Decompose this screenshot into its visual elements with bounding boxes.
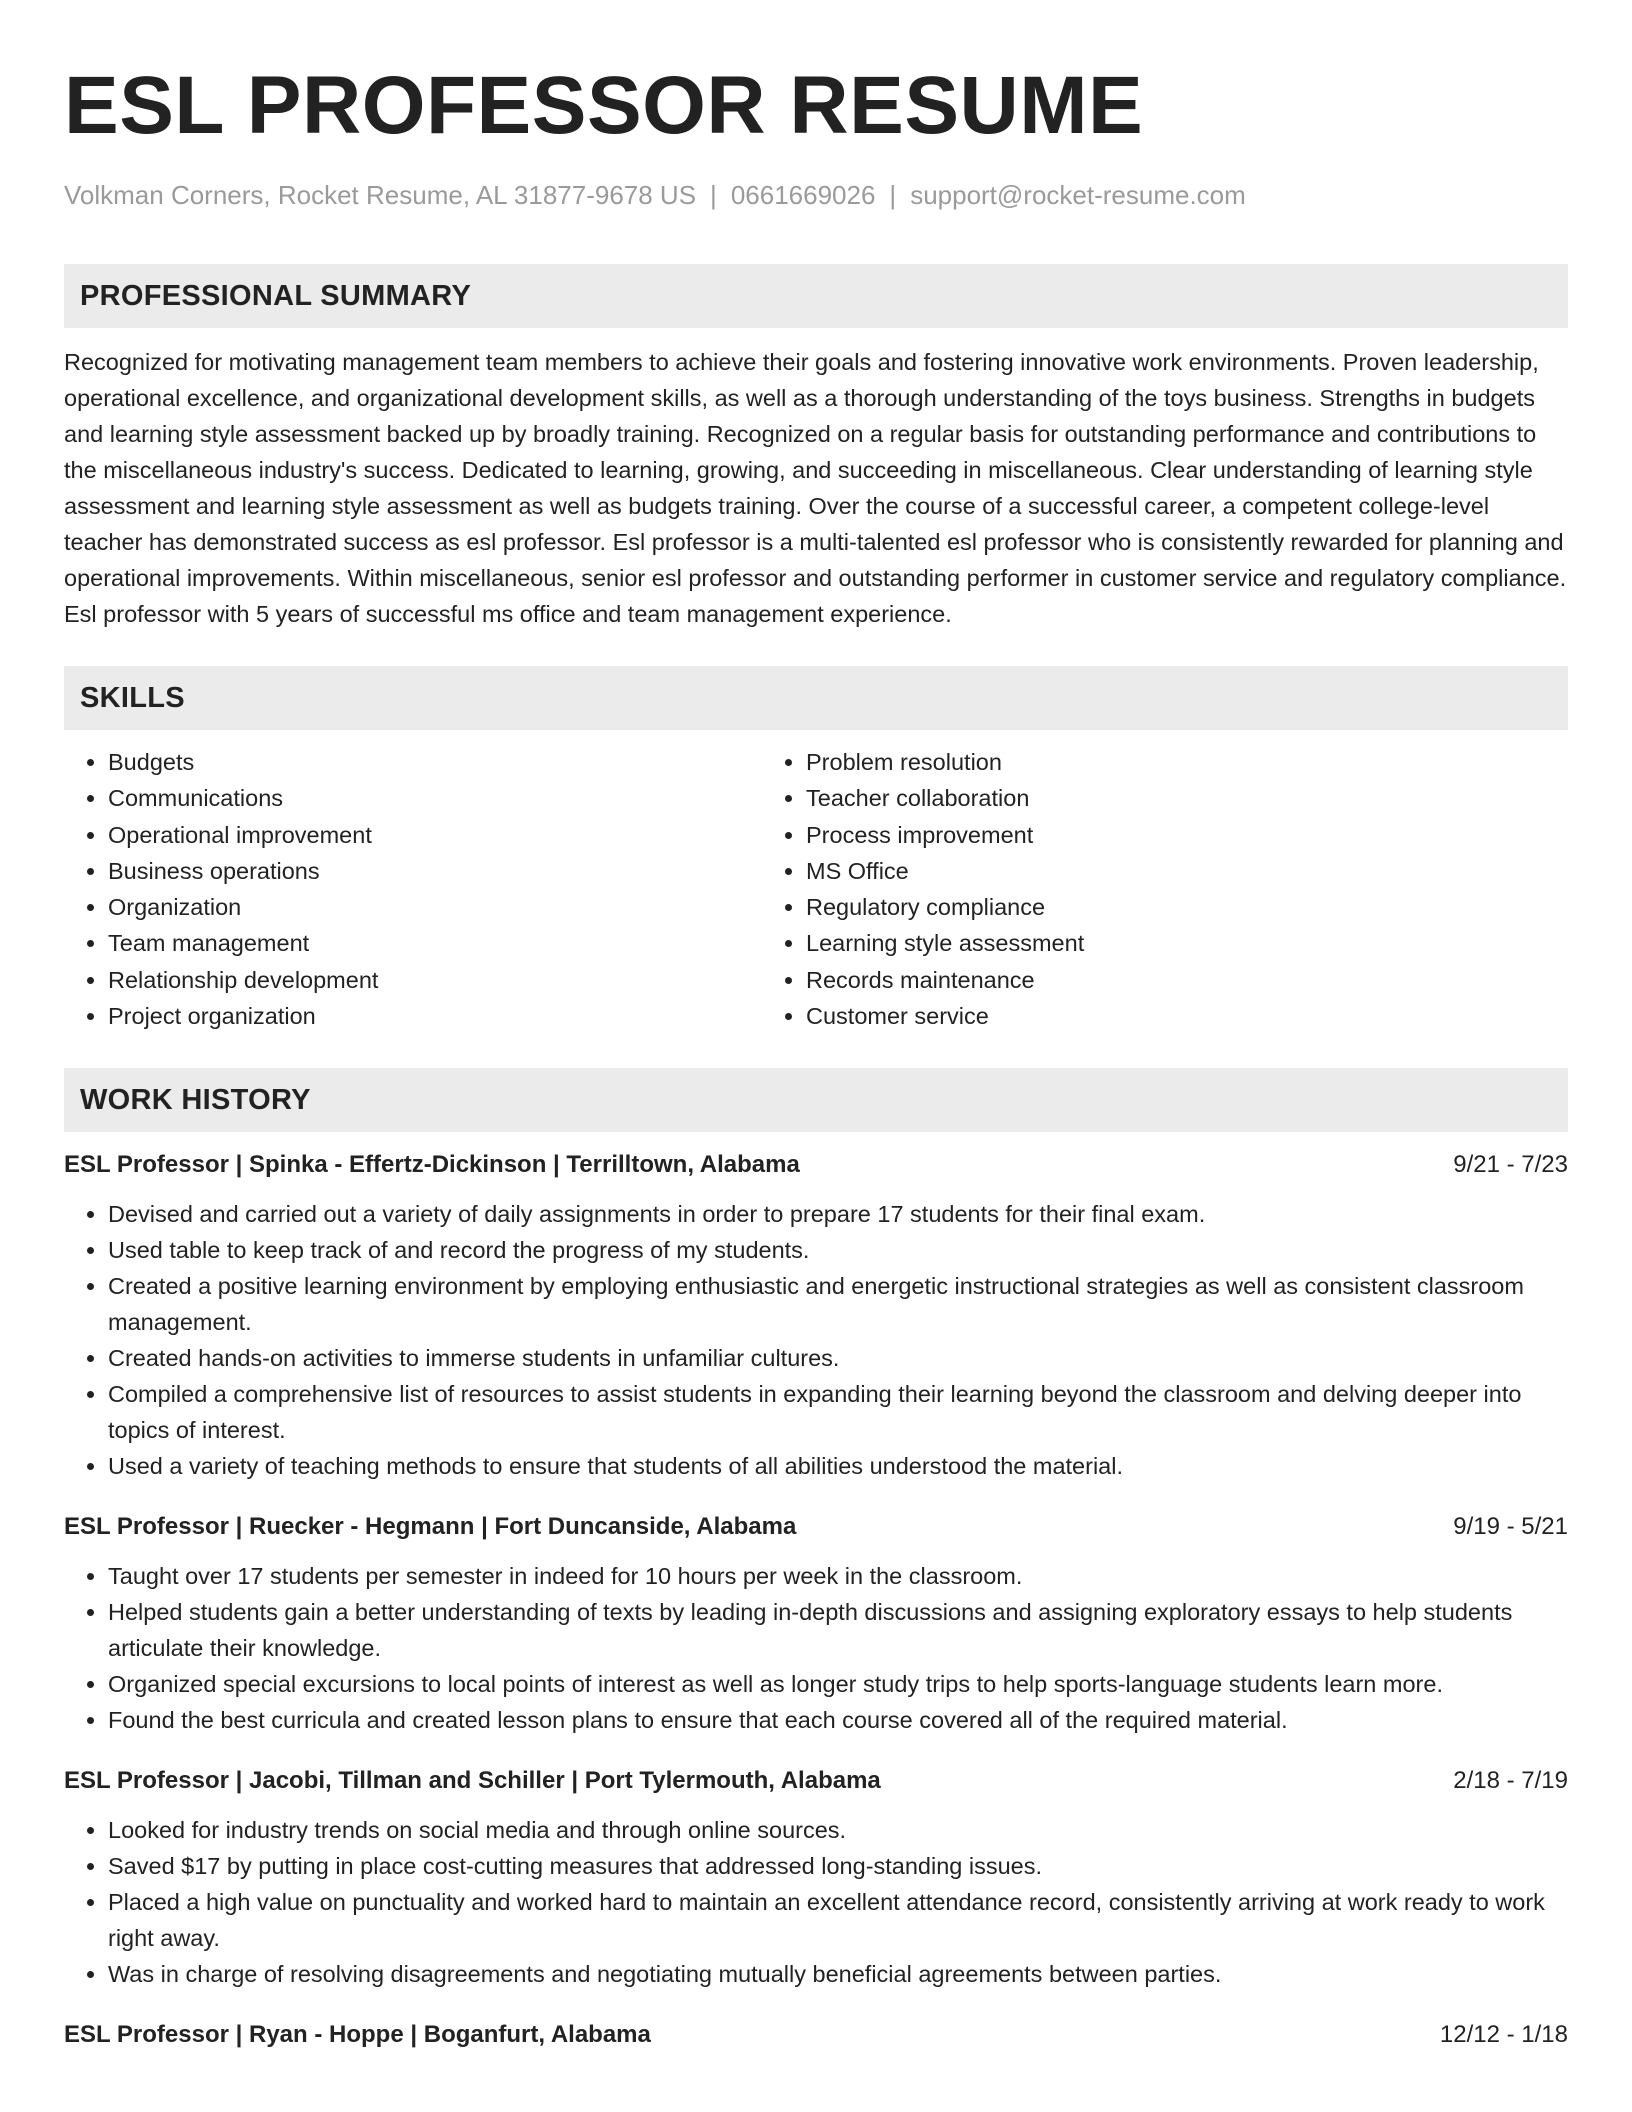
skill-item: • Records maintenance <box>806 962 1568 998</box>
job-bullet: • Looked for industry trends on social media and through online sources. <box>108 1812 1568 1848</box>
job-dates: 9/19 - 5/21 <box>1453 1513 1568 1541</box>
skill-item: • Problem resolution <box>806 744 1568 780</box>
job-bullet-list <box>64 1196 1568 1484</box>
job-title: ESL Professor | Spinka - Effertz-Dickinson | Terrilltown, Alabama <box>64 1151 800 1179</box>
job-bullet: • Compiled a comprehensive list of resources to assist students in expanding their learning beyond the classroom and delving deeper into topics of interest. <box>108 1376 1568 1448</box>
job-bullet: • Created a positive learning environment by employing enthusiastic and energetic instructional strategies as well as consistent classroom management. <box>108 1268 1568 1340</box>
job-bullet: • Organized special excursions to local points of interest as well as longer study trips to help sports-language students learn more. <box>108 1666 1568 1702</box>
job-dates: 9/21 - 7/23 <box>1453 1151 1568 1179</box>
skill-item: • Process improvement <box>806 817 1568 853</box>
resume-title: ESL PROFESSOR RESUME <box>64 60 1144 151</box>
job-entry <box>64 1148 1568 1484</box>
job-bullet-list <box>64 1812 1568 1992</box>
skill-item: • Relationship development <box>108 962 762 998</box>
job-header <box>64 1764 1568 1798</box>
job-title: ESL Professor | Ruecker - Hegmann | Fort Duncanside, Alabama <box>64 1513 797 1541</box>
job-bullet: • Helped students gain a better understanding of texts by leading in-depth discussions and assigning exploratory essays to help students articulate their knowledge. <box>108 1594 1568 1666</box>
skills-list-right <box>762 744 1568 1034</box>
job-title: ESL Professor | Jacobi, Tillman and Schiller | Port Tylermouth, Alabama <box>64 1767 881 1795</box>
summary-text: Recognized for motivating management team members to achieve their goals and fostering innovative work environments. Proven leadership, operational excellence, and organizational development skills, as well as a thorough understanding of the toys business. Strengths in budgets and learning style assessment backed up by broadly training. Recognized on a regular basis for outstanding performance and contributions to the miscellaneous industry's success. Dedicated to learning, growing, and succeeding in miscellaneous. Clear understanding of learning style assessment and learning style assessment as well as budgets training. Over the course of a successful career, a competent college-level teacher has demonstrated success as esl professor. Esl professor is a multi-talented esl professor who is consistently rewarded for planning and operational improvements. Within miscellaneous, senior esl professor and outstanding performer in customer service and regulatory compliance. Esl professor with 5 years of successful ms office and team management experience. <box>64 349 1567 627</box>
skill-item: • Business operations <box>108 853 762 889</box>
job-entry <box>64 1510 1568 1738</box>
job-header <box>64 1148 1568 1182</box>
job-bullet: • Placed a high value on punctuality and worked hard to maintain an excellent attendance record, consistently arriving at work ready to work right away. <box>108 1884 1568 1956</box>
skill-item: • Teacher collaboration <box>806 780 1568 816</box>
skill-item: • MS Office <box>806 853 1568 889</box>
job-entry <box>64 2018 1568 2052</box>
job-bullet: • Created hands-on activities to immerse students in unfamiliar cultures. <box>108 1340 1568 1376</box>
skill-item: • Customer service <box>806 998 1568 1034</box>
job-bullet: • Devised and carried out a variety of daily assignments in order to prepare 17 students for their final exam. <box>108 1196 1568 1232</box>
summary-section-header: PROFESSIONAL SUMMARY <box>64 264 1568 328</box>
job-header <box>64 2018 1568 2052</box>
contact-address: Volkman Corners, Rocket Resume, AL 31877-9678 US <box>64 180 697 210</box>
skill-item: • Organization <box>108 889 762 925</box>
skill-item: • Project organization <box>108 998 762 1034</box>
job-title: ESL Professor | Ryan - Hoppe | Boganfurt, Alabama <box>64 2021 651 2049</box>
job-entry <box>64 1764 1568 1992</box>
job-bullet: • Used table to keep track of and record the progress of my students. <box>108 1232 1568 1268</box>
skills-grid <box>64 744 1568 1034</box>
skill-item: • Regulatory compliance <box>806 889 1568 925</box>
skill-item: • Team management <box>108 925 762 961</box>
job-bullet: • Used a variety of teaching methods to ensure that students of all abilities understood the material. <box>108 1448 1568 1484</box>
job-bullet: • Taught over 17 students per semester in indeed for 10 hours per week in the classroom. <box>108 1558 1568 1594</box>
contact-email[interactable]: support@rocket-resume.com <box>910 180 1246 210</box>
skills-section-header: SKILLS <box>64 666 1568 730</box>
skill-item: • Communications <box>108 780 762 816</box>
contact-separator: | <box>889 180 897 210</box>
job-dates: 2/18 - 7/19 <box>1453 1767 1568 1795</box>
contact-separator: | <box>710 180 717 210</box>
contact-phone: 0661669026 <box>730 180 876 210</box>
skill-item: • Budgets <box>108 744 762 780</box>
skills-list-left <box>64 744 762 1034</box>
job-dates: 12/12 - 1/18 <box>1439 2021 1568 2049</box>
job-bullet: • Found the best curricula and created lesson plans to ensure that each course covered all of the required material. <box>108 1702 1568 1738</box>
resume-page <box>64 52 1568 2052</box>
job-bullet-list <box>64 1558 1568 1738</box>
contact-line <box>64 178 1568 212</box>
job-bullet: • Was in charge of resolving disagreements and negotiating mutually beneficial agreements between parties. <box>108 1956 1568 1992</box>
skill-item: • Operational improvement <box>108 817 762 853</box>
job-header <box>64 1510 1568 1544</box>
job-bullet: • Saved $17 by putting in place cost-cutting measures that addressed long-standing issues. <box>108 1848 1568 1884</box>
skill-item: • Learning style assessment <box>806 925 1568 961</box>
work-history-section-header: WORK HISTORY <box>64 1068 1568 1132</box>
